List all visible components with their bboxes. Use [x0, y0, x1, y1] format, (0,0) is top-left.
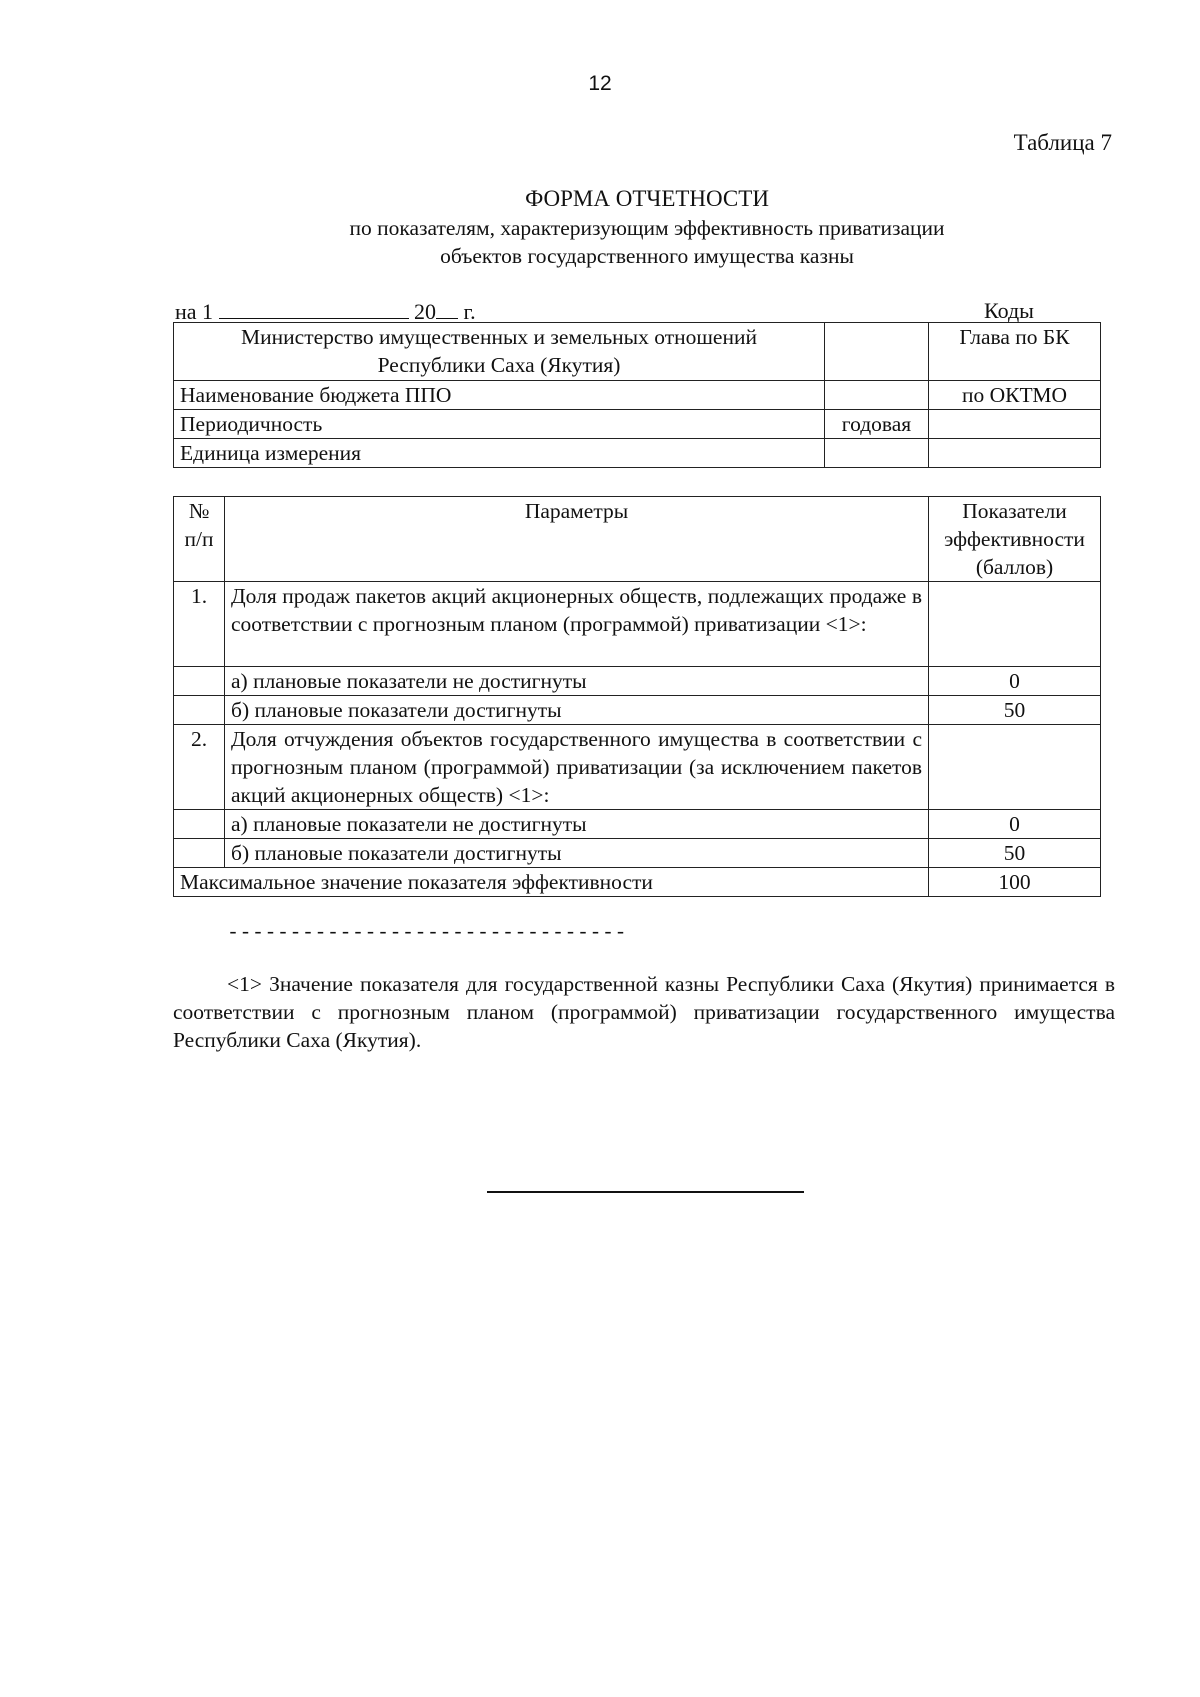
- footnote-separator: --------------------------------: [227, 922, 628, 945]
- row-score: 50: [929, 839, 1101, 868]
- year-prefix: 20: [414, 299, 437, 324]
- row-text: Доля продаж пакетов акций акционерных обществ, подлежащих продаже в соответствии с прогнозным планом (программой) приватизации <1>:: [225, 582, 929, 667]
- ministry-line-2: Республики Саха (Якутия): [377, 353, 621, 377]
- header-row: [174, 381, 1101, 410]
- row-text: а) плановые показатели не достигнуты: [225, 667, 929, 696]
- row-score: 0: [929, 810, 1101, 839]
- row-text: а) плановые показатели не достигнуты: [225, 810, 929, 839]
- header-cell-label: [174, 323, 825, 381]
- form-subtitle-line-2: объектов государственного имущества казны: [440, 244, 854, 268]
- col-header-params: Параметры: [225, 497, 929, 582]
- header-cell-label: Единица измерения: [174, 439, 825, 468]
- row-score: [929, 725, 1101, 810]
- header-row: [174, 439, 1101, 468]
- col-header-num: № п/п: [174, 497, 225, 582]
- table-label: Таблица 7: [1013, 130, 1112, 155]
- header-cell-label: Периодичность: [174, 410, 825, 439]
- indicators-table: [173, 496, 1101, 897]
- header-cell-code: Глава по БК: [929, 323, 1101, 381]
- report-date-line: [175, 298, 476, 325]
- table-row: [174, 582, 1101, 667]
- form-subtitle-line-1: по показателям, характеризующим эффективность приватизации: [349, 216, 945, 240]
- row-text: б) плановые показатели достигнуты: [225, 696, 929, 725]
- row-num: 2.: [174, 725, 225, 810]
- table-row: [174, 667, 1101, 696]
- footnote-text: <1> Значение показателя для государственной казны Республики Саха (Якутия) принимается в соответствии с прогнозным планом (программой) приватизации государственного имущества Республики Саха (Якутия).: [173, 972, 1115, 1052]
- header-cell-label: Наименование бюджета ППО: [174, 381, 825, 410]
- date-prefix: на 1: [175, 299, 214, 324]
- row-num: [174, 696, 225, 725]
- total-label: Максимальное значение показателя эффективности: [174, 868, 929, 897]
- year-blank: [436, 298, 458, 319]
- row-score: 50: [929, 696, 1101, 725]
- header-cell-value: [825, 381, 929, 410]
- col-header-score: Показатели эффективности (баллов): [929, 497, 1101, 582]
- date-blank: [219, 298, 409, 319]
- table-row: [174, 839, 1101, 868]
- ministry-line-1: Министерство имущественных и земельных отношений: [241, 325, 757, 349]
- row-num: [174, 810, 225, 839]
- year-suffix: г.: [463, 299, 476, 324]
- codes-label: Коды: [984, 298, 1034, 323]
- header-cell-code: по ОКТМО: [929, 381, 1101, 410]
- row-num: [174, 667, 225, 696]
- row-text: Доля отчуждения объектов государственного имущества в соответствии с прогнозным планом (программой) приватизации (за исключением пакетов акций акционерных обществ) <1>:: [225, 725, 929, 810]
- row-num: 1.: [174, 582, 225, 667]
- end-line: [487, 1191, 804, 1193]
- row-score: 0: [929, 667, 1101, 696]
- row-score: [929, 582, 1101, 667]
- total-score: 100: [929, 868, 1101, 897]
- header-cell-value: [825, 439, 929, 468]
- table-row: [174, 696, 1101, 725]
- header-cell-code: [929, 410, 1101, 439]
- table-row: [174, 725, 1101, 810]
- form-title: ФОРМА ОТЧЕТНОСТИ: [525, 186, 769, 211]
- column-headers: [174, 497, 1101, 582]
- header-row: [174, 410, 1101, 439]
- page-number: 12: [588, 72, 612, 95]
- header-row: [174, 323, 1101, 381]
- row-text: б) плановые показатели достигнуты: [225, 839, 929, 868]
- header-table: [173, 322, 1101, 468]
- header-cell-value: [825, 323, 929, 381]
- header-cell-value: годовая: [825, 410, 929, 439]
- row-num: [174, 839, 225, 868]
- header-cell-code: [929, 439, 1101, 468]
- table-row: [174, 810, 1101, 839]
- total-row: [174, 868, 1101, 897]
